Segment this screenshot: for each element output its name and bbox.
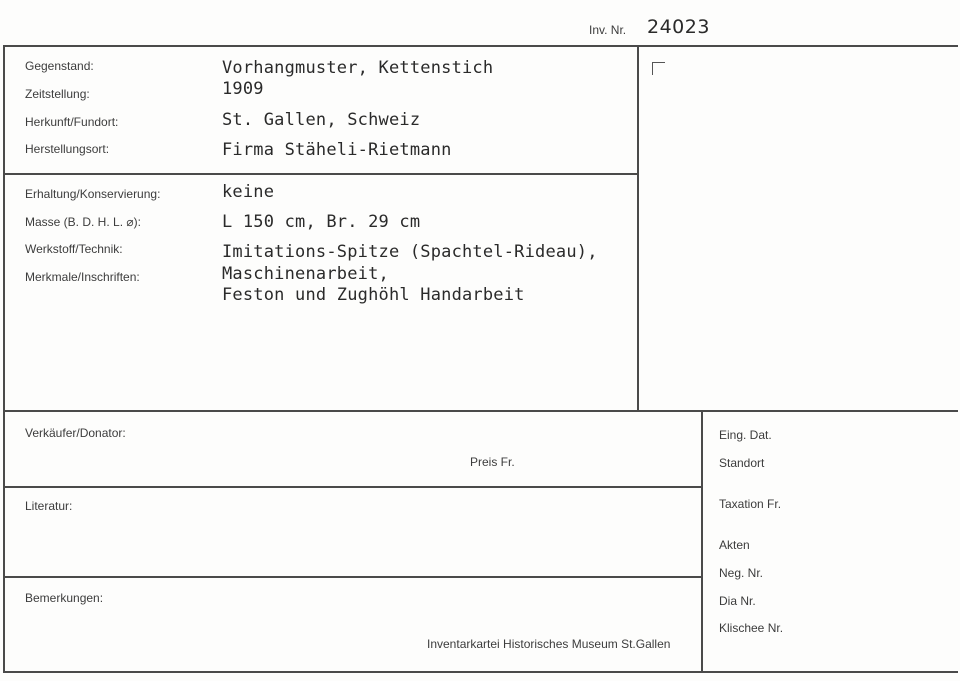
left-rule [3,45,5,672]
zeitstellung-label: Zeitstellung: [25,87,90,101]
herkunft-label: Herkunft/Fundort: [25,115,119,129]
preis-label: Preis Fr. [470,455,515,469]
masse-label: Masse (B. D. H. L. ⌀): [25,215,141,229]
literatur-label: Literatur: [25,499,73,513]
bottom-rule [3,671,958,673]
werkstoff-label: Werkstoff/Technik: [25,242,123,256]
erhaltung-value: keine [222,182,275,202]
bemerkungen-label: Bemerkungen: [25,591,104,605]
erhaltung-label: Erhaltung/Konservierung: [25,187,161,201]
inv-nr-value: 24023 [647,16,710,38]
herstellungsort-label: Herstellungsort: [25,142,110,156]
taxation-label: Taxation Fr. [719,497,782,511]
klischee-nr-label: Klischee Nr. [719,621,784,635]
right-column-rule [701,410,703,672]
eing-dat-label: Eing. Dat. [719,428,772,442]
herstellungsort-value: Firma Stäheli-Rietmann [222,140,452,160]
corner-mark-icon [652,62,665,75]
gegenstand-label: Gegenstand: [25,59,94,73]
neg-nr-label: Neg. Nr. [719,566,764,580]
verkaeufer-label: Verkäufer/Donator: [25,426,126,440]
top-rule [3,45,958,47]
werkstoff-value-line-1: Imitations-Spitze (Spachtel-Rideau), [222,242,598,262]
standort-label: Standort [719,456,765,470]
inv-nr-label: Inv. Nr. [589,23,627,37]
akten-label: Akten [719,538,750,552]
section-rule-2 [3,410,958,412]
zeitstellung-value: 1909 [222,79,264,99]
werkstoff-value-line-2: Maschinenarbeit, [222,264,389,284]
section-rule-1 [3,173,638,175]
section-rule-3 [3,486,701,488]
werkstoff-value-line-3: Feston und Zughöhl Handarbeit [222,285,525,305]
herkunft-value: St. Gallen, Schweiz [222,110,421,130]
masse-value: L 150 cm, Br. 29 cm [222,212,421,232]
gegenstand-value: Vorhangmuster, Kettenstich [222,58,494,78]
section-rule-4 [3,576,701,578]
dia-nr-label: Dia Nr. [719,594,756,608]
image-box-rule [637,45,639,411]
merkmale-label: Merkmale/Inschriften: [25,270,140,284]
card-footer: Inventarkartei Historisches Museum St.Gallen [427,637,671,651]
